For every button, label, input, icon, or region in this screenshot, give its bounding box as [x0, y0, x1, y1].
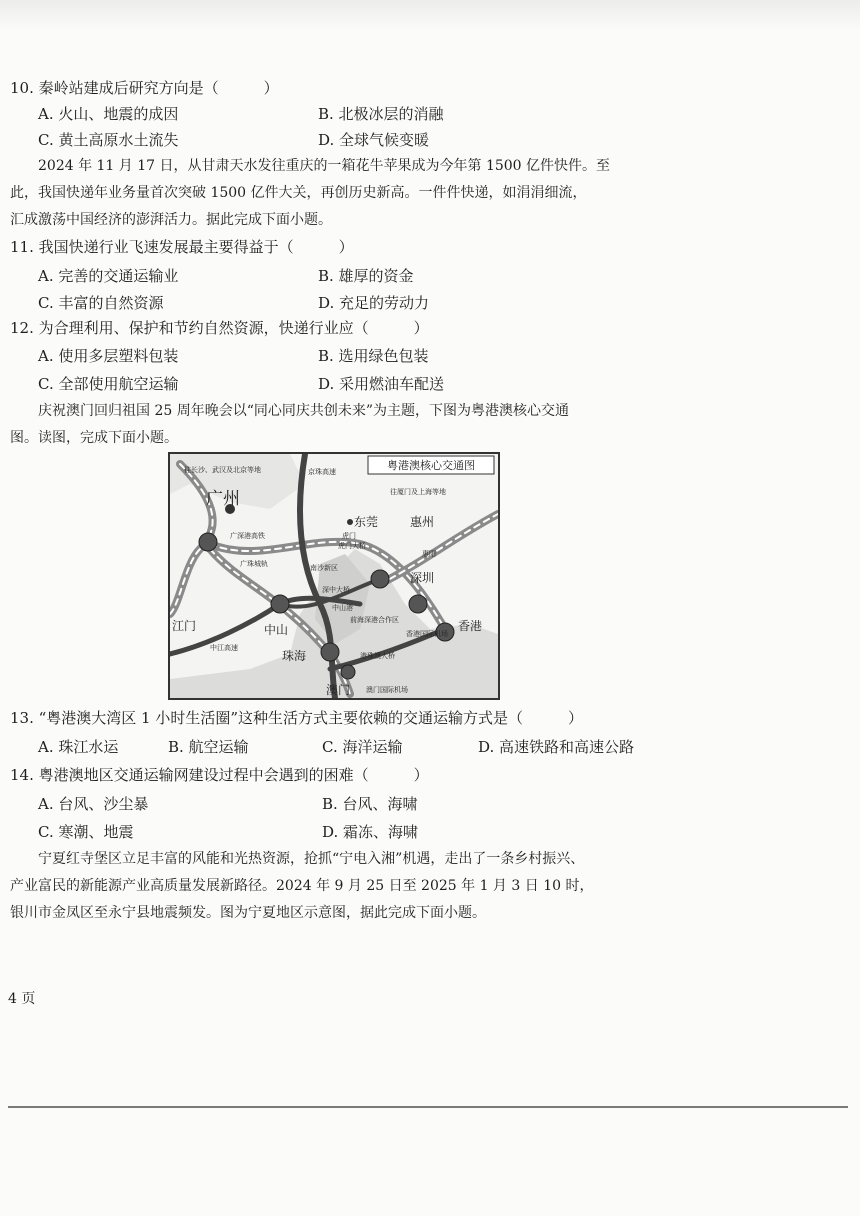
hub-macau [341, 665, 355, 679]
city-dongguan: 东莞 [354, 515, 379, 529]
hub-shenzhen-south [409, 595, 427, 613]
passage-macau-line-1: 庆祝澳门回归祖国 25 周年晚会以“同心同庆共创未来”为主题，下图为粤港澳核心交通 [38, 403, 570, 419]
q14-option-b: B. 台风、海啸 [322, 795, 418, 813]
label-humen-bridge: 虎门大桥 [338, 542, 366, 550]
q12-option-a: A. 使用多层塑料包装 [38, 347, 179, 365]
q11-option-d: D. 充足的劳动力 [318, 294, 430, 312]
gba-transport-map [168, 452, 500, 700]
label-humen: 虎门 [342, 532, 356, 540]
q13-option-a: A. 珠江水运 [38, 738, 119, 756]
passage-express-line-2: 此，我国快递年业务量首次突破 1500 亿件大关，再创历史新高。一件件快递，如涓涓细流， [10, 185, 587, 201]
map-title: 粤港澳核心交通图 [387, 459, 475, 472]
q14-option-a: A. 台风、沙尘暴 [38, 795, 149, 813]
city-guangzhou: 广州 [206, 489, 240, 509]
passage-macau-line-2: 图。读图，完成下面小题。 [10, 430, 178, 446]
q11-option-b: B. 雄厚的资金 [318, 267, 414, 285]
passage-express-line-1: 2024 年 11 月 17 日，从甘肃天水发往重庆的一箱花牛苹果成为今年第 1500 亿件快件。至 [38, 158, 611, 174]
q10-stem: 10. 秦岭站建成后研究方向是（ ） [10, 79, 279, 97]
label-macau-airport: 澳门国际机场 [366, 686, 408, 694]
q10-option-b: B. 北极冰层的消融 [318, 105, 444, 123]
passage-ningxia-line-3: 银川市金凤区至永宁县地震频发。图为宁夏地区示意图，据此完成下面小题。 [10, 905, 486, 921]
q11-option-a: A. 完善的交通运输业 [38, 267, 179, 285]
q14-option-d: D. 霜冻、海啸 [322, 823, 419, 841]
q12-option-b: B. 选用绿色包装 [318, 347, 429, 365]
q12-option-d: D. 采用燃油车配送 [318, 375, 445, 393]
q13-option-d: D. 高速铁路和高速公路 [478, 738, 635, 756]
passage-ningxia-line-2: 产业富民的新能源产业高质量发展新路径。2024 年 9 月 25 日至 2025 年 1 月 3 日 10 时， [10, 878, 594, 894]
q14-option-c: C. 寒潮、地震 [38, 823, 134, 841]
city-zhongshan: 中山 [264, 623, 289, 637]
q12-option-c: C. 全部使用航空运输 [38, 375, 179, 393]
city-zhuhai: 珠海 [282, 649, 307, 663]
hub-zhongshan [271, 595, 289, 613]
q11-stem: 11. 我国快递行业飞速发展最主要得益于（ ） [10, 238, 354, 256]
label-hzmb: 港珠澳大桥 [360, 652, 395, 660]
label-qianhai: 前海深港合作区 [350, 616, 399, 624]
passage-ningxia-line-1: 宁夏红寺堡区立足丰富的风能和光热资源，抢抓“宁电入湘”机遇，走出了一条乡村振兴、 [38, 851, 585, 867]
q10-option-a: A. 火山、地震的成因 [38, 105, 179, 123]
label-north-arrow: 往长沙、武汉及北京等地 [184, 466, 261, 474]
label-nansha: 南沙新区 [310, 564, 338, 572]
page-number: 4 页 [8, 991, 36, 1007]
q11-option-c: C. 丰富的自然资源 [38, 294, 164, 312]
hub-zhuhai [321, 643, 339, 661]
hub-shenzhen [371, 570, 389, 588]
q12-stem: 12. 为合理利用、保护和节约自然资源，快递行业应（ ） [10, 319, 429, 337]
q14-stem: 14. 粤港澳地区交通运输网建设过程中会遇到的困难（ ） [10, 766, 429, 784]
q13-option-b: B. 航空运输 [168, 738, 249, 756]
label-hk-airport: 香港国际机场 [406, 630, 448, 638]
q10-option-d: D. 全球气候变暖 [318, 131, 430, 149]
label-zhongshan-port: 中山港 [332, 604, 353, 612]
map-svg [170, 454, 498, 698]
city-hongkong: 香港 [458, 619, 483, 633]
passage-express-line-3: 汇成激荡中国经济的澎湃活力。据此完成下面小题。 [10, 212, 332, 228]
label-zhongjiang: 中江高速 [210, 644, 238, 652]
label-guangshen-gang: 广深港高铁 [230, 532, 265, 540]
dongguan-dot [347, 519, 353, 525]
q13-option-c: C. 海洋运输 [322, 738, 403, 756]
scan-shadow [0, 0, 860, 30]
q13-stem: 13. “粤港澳大湾区 1 小时生活圈”这种生活方式主要依赖的交通运输方式是（ ） [10, 709, 584, 727]
city-shenzhen: 深圳 [410, 571, 435, 585]
label-jingzhu: 京珠高速 [308, 468, 336, 476]
label-guangzhu: 广珠城轨 [240, 560, 268, 568]
label-east-arrow: 往厦门及上海等地 [390, 488, 446, 496]
city-jiangmen: 江门 [172, 619, 197, 633]
city-huizhou: 惠州 [410, 515, 435, 529]
label-huiyang: 惠阳 [422, 550, 436, 558]
label-shenzhong: 深中大桥 [322, 586, 350, 594]
city-macau: 澳门 [326, 683, 351, 697]
q10-option-c: C. 黄土高原水土流失 [38, 131, 179, 149]
page-bottom-rule [8, 1106, 848, 1108]
hub-guangzhou [199, 533, 217, 551]
